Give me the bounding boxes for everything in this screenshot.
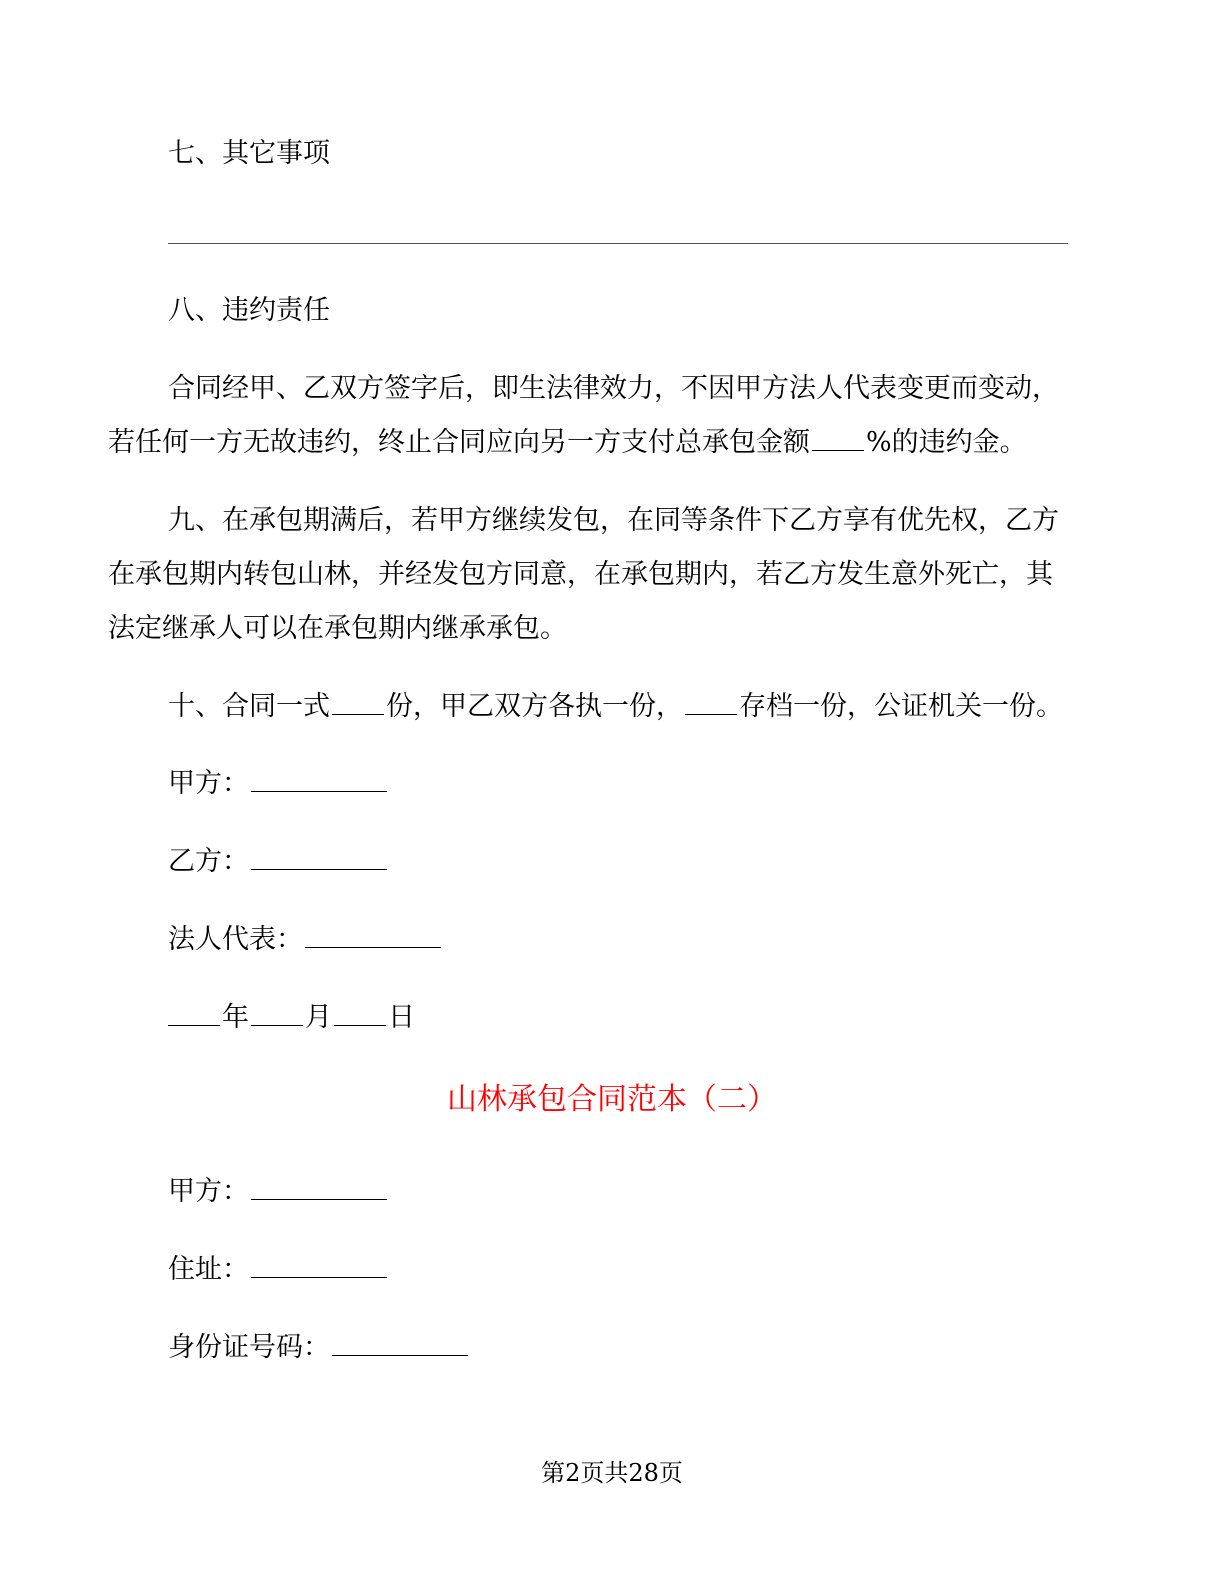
party-b-label: 乙方： bbox=[168, 846, 249, 877]
date-line bbox=[168, 998, 415, 1038]
section-8-text-line-1: 合同经甲、乙双方签字后，即生法律效力，不因甲方法人代表变更而变动， bbox=[168, 373, 1059, 404]
archive-party-blank bbox=[685, 688, 737, 715]
year-blank bbox=[168, 999, 220, 1026]
party-a-blank bbox=[251, 765, 387, 792]
section-10-part-c: 存档一份，公证机关一份。 bbox=[739, 691, 1063, 722]
party-a-label: 甲方： bbox=[168, 768, 249, 799]
section-9-line-1: 九、在承包期满后，若甲方继续发包，在同等条件下乙方享有优先权，乙方 bbox=[168, 505, 1059, 536]
legal-rep-label: 法人代表： bbox=[168, 924, 303, 955]
legal-rep-blank bbox=[305, 921, 441, 948]
section-9-line-2: 在承包期内转包山林，并经发包方同意，在承包期内，若乙方发生意外死亡，其 bbox=[108, 559, 1053, 590]
party-b-blank bbox=[251, 843, 387, 870]
day-label: 日 bbox=[388, 1002, 415, 1033]
page-number-footer: 第2页共28页 bbox=[541, 1459, 683, 1487]
contract-2-party-a-blank bbox=[251, 1173, 387, 1200]
day-blank bbox=[334, 999, 386, 1026]
section-9-line-3: 法定继承人可以在承包期内继承承包。 bbox=[108, 613, 567, 644]
party-b-signature-line bbox=[168, 842, 389, 882]
section-10-part-b: 份，甲乙双方各执一份， bbox=[386, 691, 683, 722]
contract-2-party-a-label: 甲方： bbox=[168, 1176, 249, 1207]
penalty-percent-blank bbox=[812, 424, 864, 451]
contract-2-title: 山林承包合同范本（二） bbox=[447, 1082, 777, 1117]
fill-in-rule bbox=[168, 243, 1068, 244]
section-10-line bbox=[168, 687, 1063, 727]
section-7-heading: 七、其它事项 bbox=[168, 138, 330, 169]
contract-2-party-a-line bbox=[168, 1172, 389, 1212]
month-label: 月 bbox=[305, 1002, 332, 1033]
contract-2-id-line bbox=[168, 1328, 470, 1368]
contract-2-id-blank bbox=[332, 1329, 468, 1356]
contract-2-address-label: 住址： bbox=[168, 1254, 249, 1285]
section-8-text-part-a: 若任何一方无故违约，终止合同应向另一方支付总承包金额 bbox=[108, 427, 810, 458]
year-label: 年 bbox=[222, 1002, 249, 1033]
section-10-part-a: 十、合同一式 bbox=[168, 691, 330, 722]
section-8-text-part-b: %的违约金。 bbox=[866, 427, 1027, 458]
party-a-signature-line bbox=[168, 764, 389, 804]
contract-2-address-blank bbox=[251, 1251, 387, 1278]
copies-count-blank bbox=[332, 688, 384, 715]
month-blank bbox=[251, 999, 303, 1026]
legal-rep-signature-line bbox=[168, 920, 443, 960]
contract-2-address-line bbox=[168, 1250, 389, 1290]
section-8-heading: 八、违约责任 bbox=[168, 295, 330, 326]
contract-2-id-label: 身份证号码： bbox=[168, 1332, 330, 1363]
section-8-text-line-2 bbox=[108, 423, 1027, 463]
